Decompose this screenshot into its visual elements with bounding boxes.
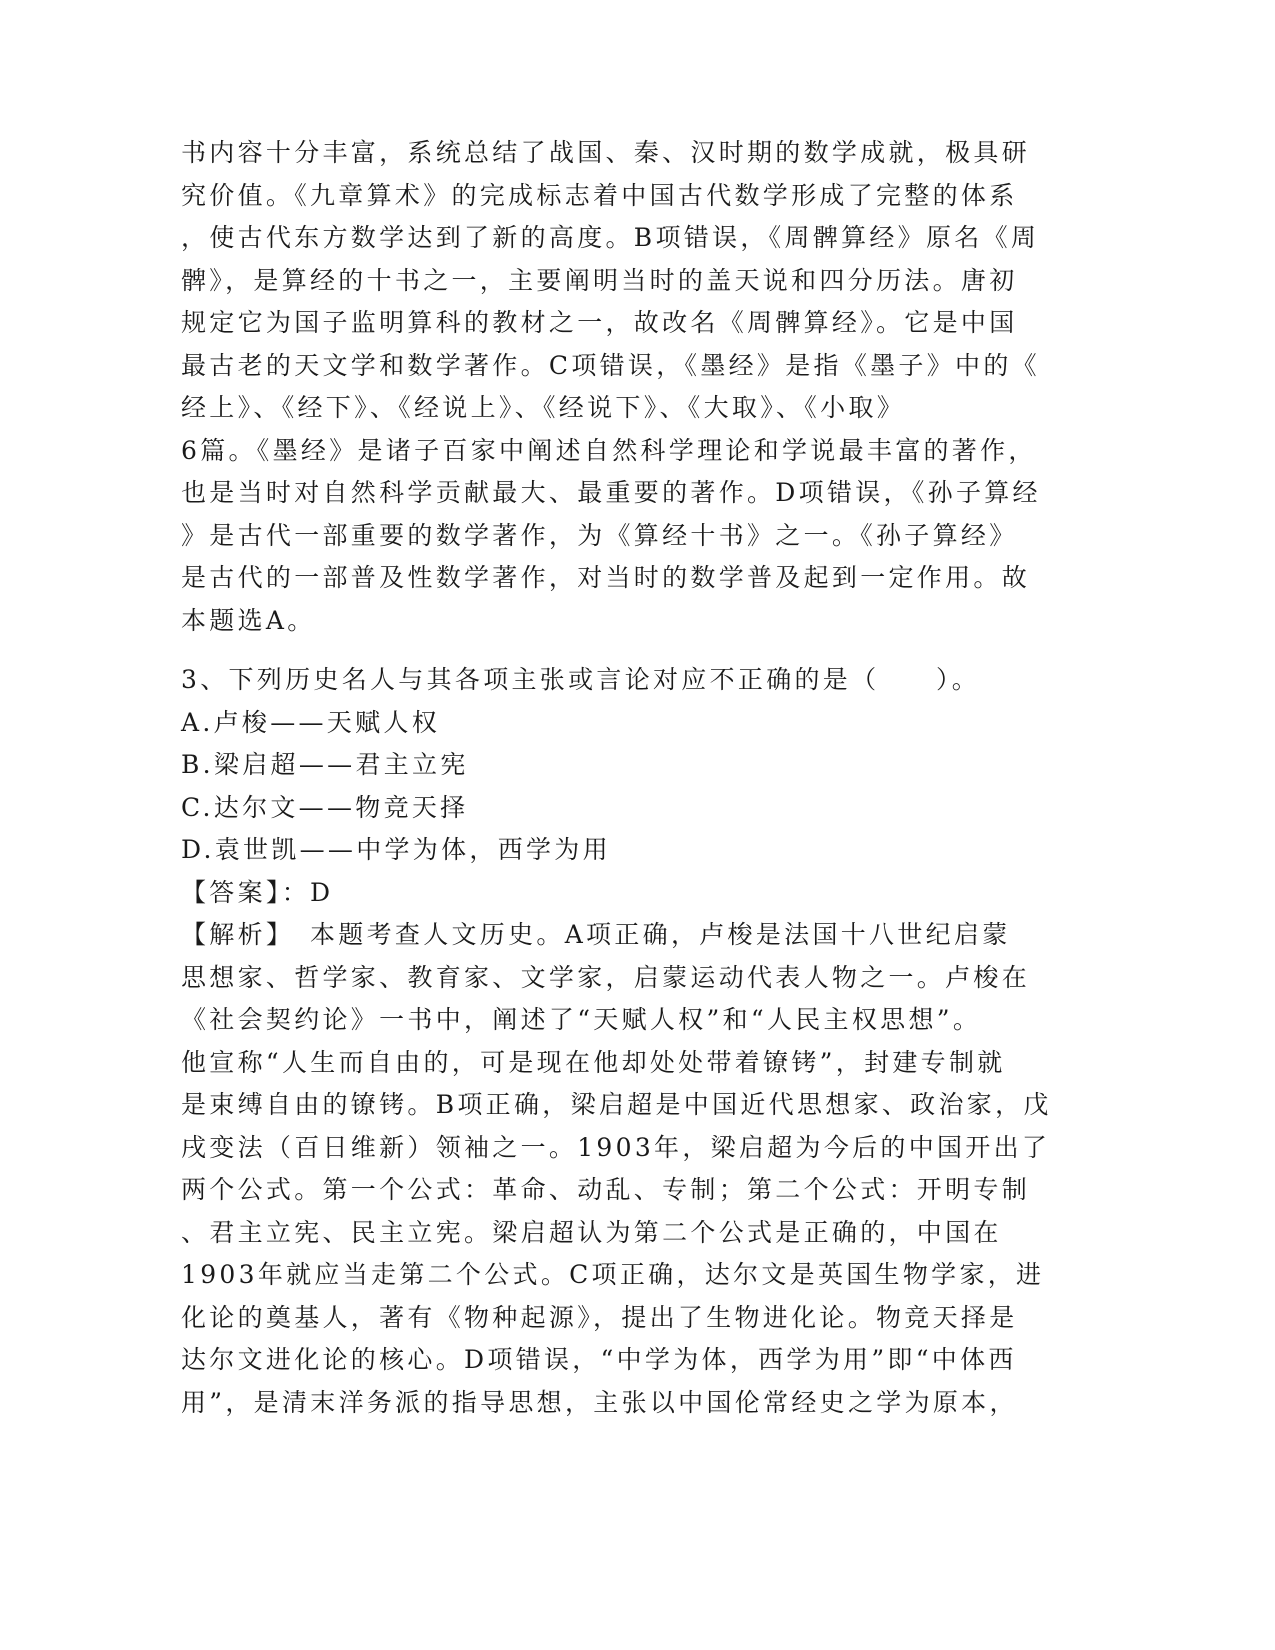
text-line: 达尔文进化论的核心。D项错误，“中学为体，西学为用”即“中体西 <box>181 1345 1017 1374</box>
paragraph-spacer <box>181 642 1081 659</box>
text-line: 最古老的天文学和数学著作。C项错误，《墨经》是指《墨子》中的《 <box>181 350 1040 380</box>
document-page <box>181 132 1081 1424</box>
option-a: A.卢梭——天赋人权 <box>181 707 441 737</box>
question-3 <box>181 659 1081 1424</box>
question-stem: 3、下列历史名人与其各项主张或言论对应不正确的是（ ）。 <box>181 665 981 694</box>
text-line: 用”，是清末洋务派的指导思想，主张以中国伦常经史之学为原本， <box>181 1387 1018 1417</box>
text-line: 是束缚自由的镣铐。B项正确，梁启超是中国近代思想家、政治家，戊 <box>181 1090 1052 1119</box>
text-line: 他宣称“人生而自由的，可是现在他却处处带着镣铐”，封建专制就 <box>181 1047 1006 1077</box>
text-line: 本题选A。 <box>181 605 316 635</box>
text-line: 髀》，是算经的十书之一，主要阐明当时的盖天说和四分历法。唐初 <box>181 265 1018 295</box>
option-b: B.梁启超——君主立宪 <box>181 750 469 779</box>
text-line: 【解析】 本题考查人文历史。A项正确，卢梭是法国十八世纪启蒙 <box>181 920 1011 949</box>
text-line: 》是古代一部重要的数学著作，为《算经十书》之一。《孙子算经》 <box>181 520 1018 550</box>
text-line: 究价值。《九章算术》的完成标志着中国古代数学形成了完整的体系 <box>181 180 1018 210</box>
text-line: 思想家、哲学家、教育家、文学家，启蒙运动代表人物之一。卢梭在 <box>181 962 1031 992</box>
option-c: C.达尔文——物竞天择 <box>181 792 469 822</box>
explanation-paragraph <box>181 914 1081 1424</box>
option-d: D.袁世凯——中学为体，西学为用 <box>181 835 611 864</box>
text-line: 经上》、《经下》、《经说上》、《经说下》、《大取》、《小取》 <box>181 393 906 422</box>
text-line: ，使古代东方数学达到了新的高度。B项错误，《周髀算经》原名《周 <box>181 223 1040 252</box>
text-line: 戌变法（百日维新）领袖之一。1903年，梁启超为今后的中国开出了 <box>181 1132 1051 1162</box>
text-line: 、君主立宪、民主立宪。梁启超认为第二个公式是正确的，中国在 <box>181 1217 1002 1247</box>
text-line: 书内容十分丰富，系统总结了战国、秦、汉时期的数学成就，极具研 <box>181 138 1031 167</box>
text-line: 6篇。《墨经》是诸子百家中阐述自然科学理论和学说最丰富的著作， <box>181 435 1037 465</box>
answer-line: 【答案】：D <box>181 877 334 907</box>
text-line: 两个公式。第一个公式：革命、动乱、专制；第二个公式：开明专制 <box>181 1175 1031 1204</box>
text-line: 规定它为国子监明算科的教材之一，故改名《周髀算经》。它是中国 <box>181 308 1018 337</box>
text-line: 《社会契约论》一书中，阐述了“天赋人权”和“人民主权思想”。 <box>181 1005 982 1034</box>
text-line: 是古代的一部普及性数学著作，对当时的数学普及起到一定作用。故 <box>181 563 1031 592</box>
text-line: 也是当时对自然科学贡献最大、最重要的著作。D项错误，《孙子算经 <box>181 478 1041 507</box>
text-line: 1903年就应当走第二个公式。C项正确，达尔文是英国生物学家，进 <box>181 1260 1045 1289</box>
previous-explanation-paragraph <box>181 132 1081 642</box>
text-line: 化论的奠基人，著有《物种起源》，提出了生物进化论。物竞天择是 <box>181 1302 1018 1332</box>
